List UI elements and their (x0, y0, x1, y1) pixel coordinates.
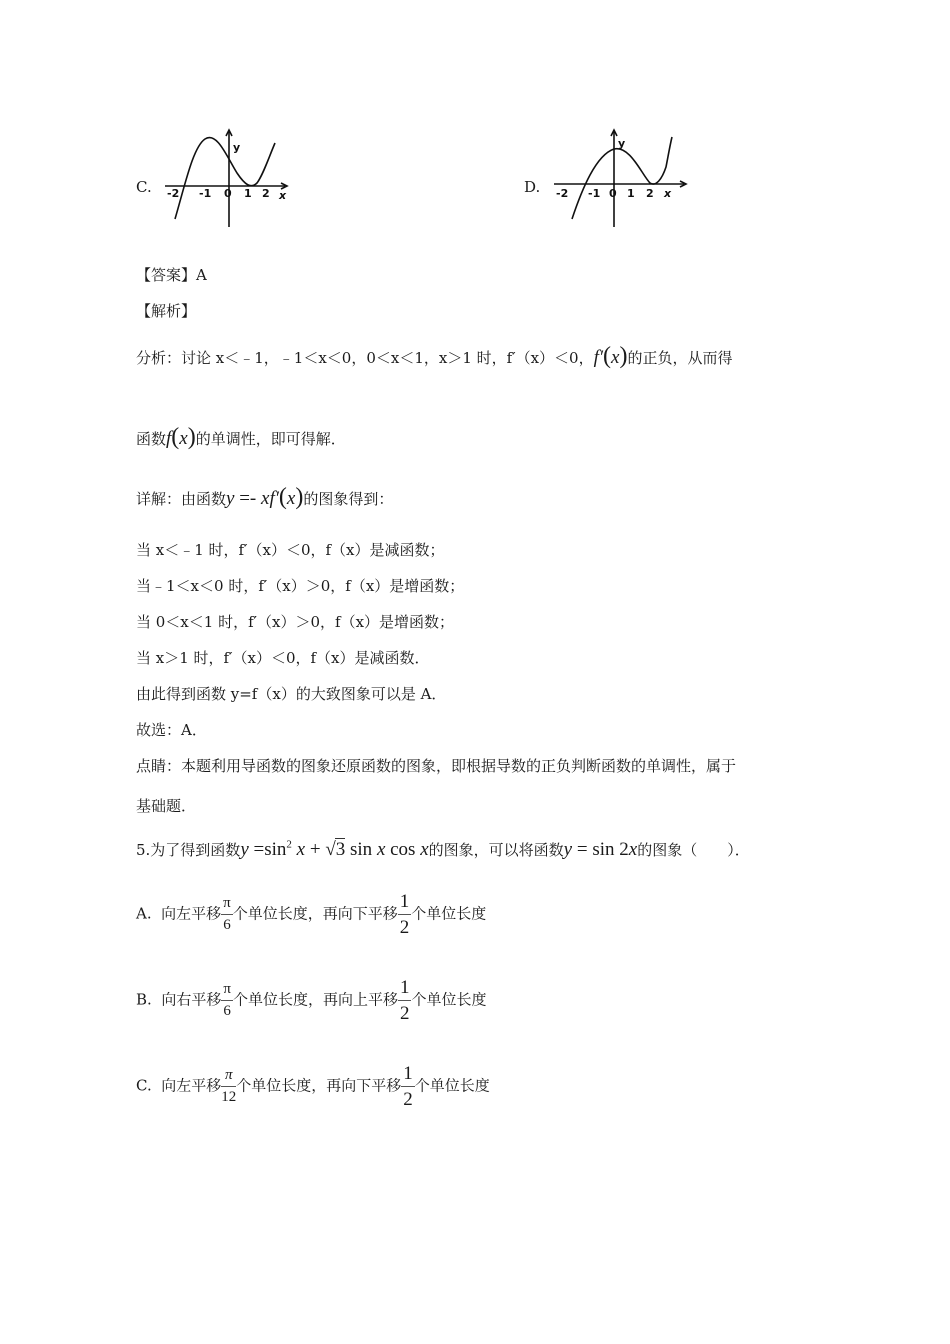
answer: 【答案】A (136, 266, 207, 284)
choice: 故选：A． (136, 721, 207, 739)
x-label: x (279, 189, 287, 202)
comment-line-2: 基础题． (136, 797, 197, 815)
curve (175, 138, 275, 219)
option-b: B. 向右平移 $\frac{\pi}{6}$ 个单位长度，再向上平移 $\frac{1}{2}$ 个单位长度 (136, 977, 487, 1024)
option-label: B. (136, 990, 152, 1009)
option-d-label: D. (524, 178, 541, 196)
fraction: $\frac{\pi}{6}$ (223, 895, 231, 933)
case-line: 当 x＜﹣1 时，f′（x）＜0，f（x）是减函数； (136, 541, 445, 559)
analysis-line-2: 函数f(x)的单调性，即可得解． (136, 424, 346, 450)
q5-target-formula: $y =\sin^2$ x + √3 sin x cos x (240, 838, 429, 860)
y-label: y (618, 137, 626, 150)
function-formula: f(x) (166, 424, 196, 450)
conclusion: 由此得到函数 y=f（x）的大致图象可以是 A． (136, 685, 447, 703)
question-5: 5.为了得到函数$y =\sin^2$ x + √3 sin x cos x的图象，可以将函数y = sin 2x的图象（ ）． (136, 838, 750, 860)
fraction: $\frac{1}{2}$ (403, 1063, 413, 1110)
analysis-heading: 【解析】 (136, 302, 197, 320)
tick-label: 1 (627, 187, 635, 200)
option-c: C. 向左平移 $\frac{\pi}{12}$ 个单位长度，再向下平移 $\frac{1}{2}$ 个单位长度 (136, 1063, 490, 1110)
analysis-text: 分析：讨论 x＜﹣1，﹣1＜x＜0，0＜x＜1，x＞1 时，f′（x）＜0， (136, 349, 594, 367)
fraction: $\frac{\pi}{6}$ (223, 981, 231, 1019)
tick-label: -2 (556, 187, 569, 200)
option-a: A. 向左平移 $\frac{\pi}{6}$ 个单位长度，再向下平移 $\frac{1}{2}$ 个单位长度 (136, 891, 487, 938)
fraction: $\frac{1}{2}$ (399, 977, 410, 1024)
option-c-graph (165, 127, 295, 227)
option-label: C. (136, 1076, 152, 1095)
fraction: $\frac{\pi}{12}$ (221, 1067, 237, 1105)
detail-line: 详解：由函数y =- xf′(x)的图象得到： (136, 484, 394, 510)
analysis-line-1 (136, 343, 733, 370)
x-label: x (664, 187, 672, 200)
derivative-formula: f′(x) (593, 343, 628, 369)
comment-line-1: 点睛：本题利用导函数的图象还原函数的图象，即根据导数的正负判断函数的单调性，属于 (136, 757, 737, 775)
y-label: y (233, 141, 241, 154)
option-d-graph (550, 127, 690, 227)
tick-label: -1 (588, 187, 601, 200)
tick-label: -1 (199, 187, 212, 200)
tick-label: 0 (609, 187, 617, 200)
case-line: 当 x＞1 时，f′（x）＜0，f（x）是减函数． (136, 649, 430, 667)
fraction: $\frac{1}{2}$ (399, 891, 410, 938)
q5-source-formula: y = sin 2x (563, 839, 638, 860)
tick-label: 0 (224, 187, 232, 200)
tick-label: 2 (262, 187, 270, 200)
option-c-label: C. (136, 178, 152, 196)
tick-label: -2 (167, 187, 180, 200)
case-line: 当﹣1＜x＜0 时，f′（x）＞0，f（x）是增函数； (136, 577, 465, 595)
detail-formula: y =- xf′(x) (226, 484, 304, 510)
option-label: A. (136, 904, 152, 923)
case-line: 当 0＜x＜1 时，f′（x）＞0，f（x）是增函数； (136, 613, 455, 631)
analysis-tail: 的正负，从而得 (627, 349, 733, 367)
tick-label: 2 (646, 187, 654, 200)
tick-label: 1 (244, 187, 252, 200)
